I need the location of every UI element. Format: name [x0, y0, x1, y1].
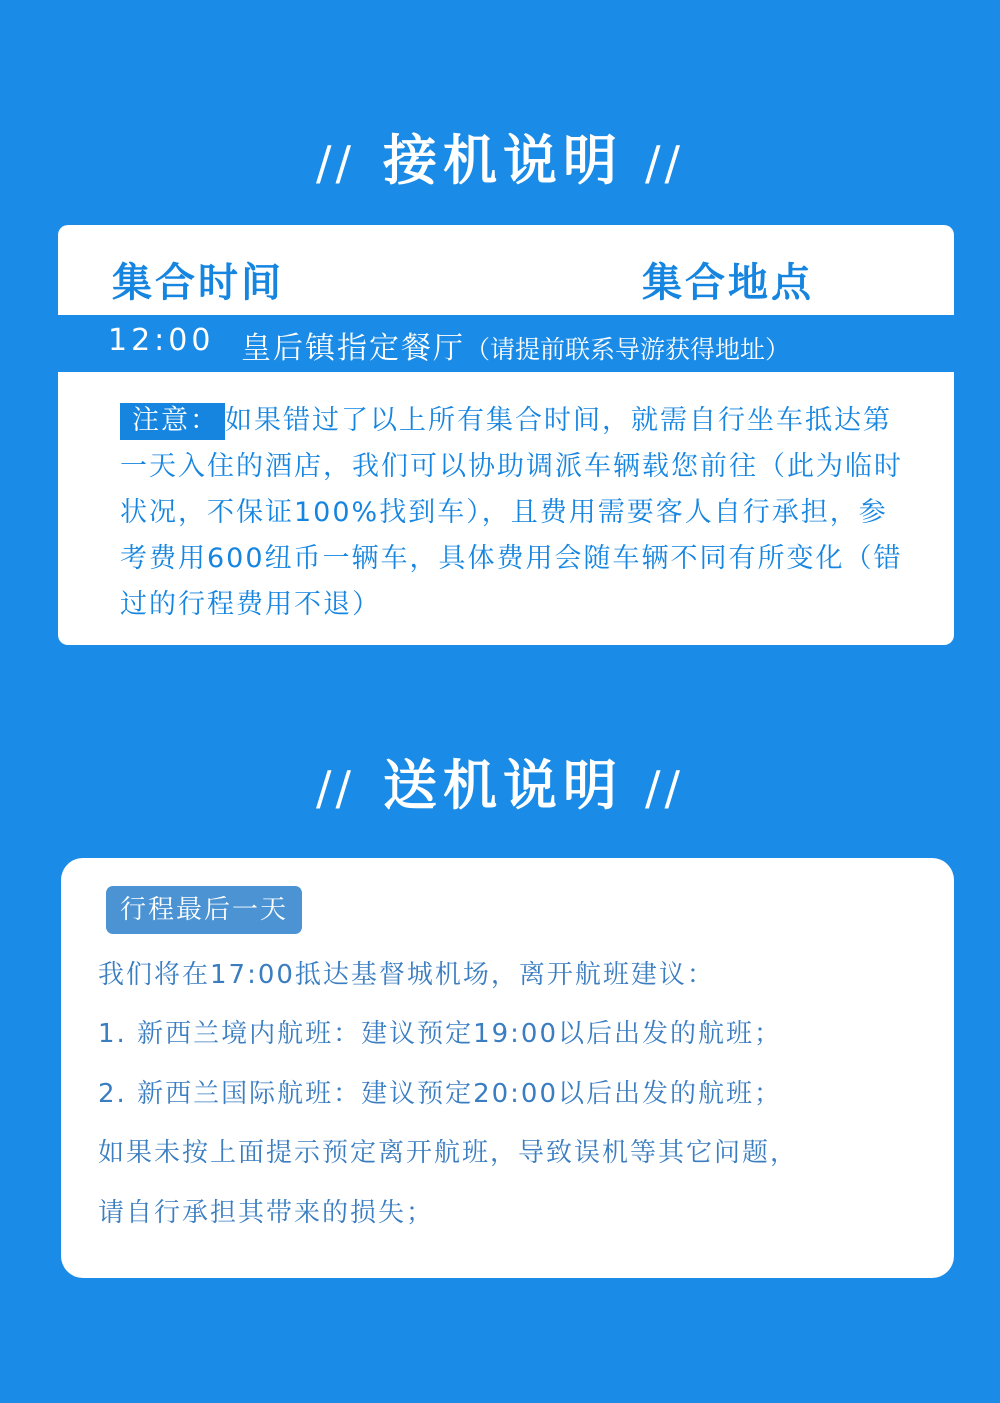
- dropoff-line: 我们将在17:00抵达基督城机场，离开航班建议：: [98, 960, 715, 990]
- meeting-place-note: （请提前联系导游获得地址）: [465, 335, 791, 364]
- dropoff-line: 2. 新西兰国际航班：建议预定20:00以后出发的航班；: [98, 1079, 782, 1109]
- meeting-place-value: [241, 323, 790, 367]
- pickup-title: 接机说明: [383, 129, 623, 192]
- dropoff-line: 如果未按上面提示预定离开航班，导致误机等其它问题，: [98, 1138, 799, 1168]
- pickup-notice: [120, 398, 910, 628]
- meeting-time-header: 集合时间: [112, 260, 284, 306]
- meeting-place-header: 集合地点: [642, 260, 814, 306]
- notice-text: 如果错过了以上所有集合时间，就需自行坐车抵达第一天入住的酒店，我们可以协助调派车辆载您前往（此为临时状况，不保证100%找到车），且费用需要客人自行承担，参考费用600纽币一辆车，具体费用会随车辆不同有所变化（错过的行程费用不退）: [120, 405, 903, 620]
- pickup-card: [58, 225, 954, 645]
- meeting-info-row: [58, 315, 954, 372]
- heading-slash-right: //: [645, 136, 684, 190]
- dropoff-line: 1. 新西兰境内航班：建议预定19:00以后出发的航班；: [98, 1019, 782, 1049]
- heading-slash-right: //: [645, 761, 684, 815]
- meeting-time-value: 12:00: [108, 323, 215, 358]
- notice-label: 注意：: [120, 403, 225, 440]
- last-day-badge: 行程最后一天: [106, 886, 302, 934]
- heading-slash-left: //: [316, 136, 355, 190]
- dropoff-title: 送机说明: [383, 754, 623, 817]
- dropoff-heading: [0, 743, 1000, 820]
- dropoff-line: 请自行承担其带来的损失；: [98, 1198, 435, 1228]
- heading-slash-left: //: [316, 761, 355, 815]
- dropoff-card: [61, 858, 954, 1278]
- meeting-place-name: 皇后镇指定餐厅: [241, 331, 465, 366]
- pickup-heading: [0, 118, 1000, 195]
